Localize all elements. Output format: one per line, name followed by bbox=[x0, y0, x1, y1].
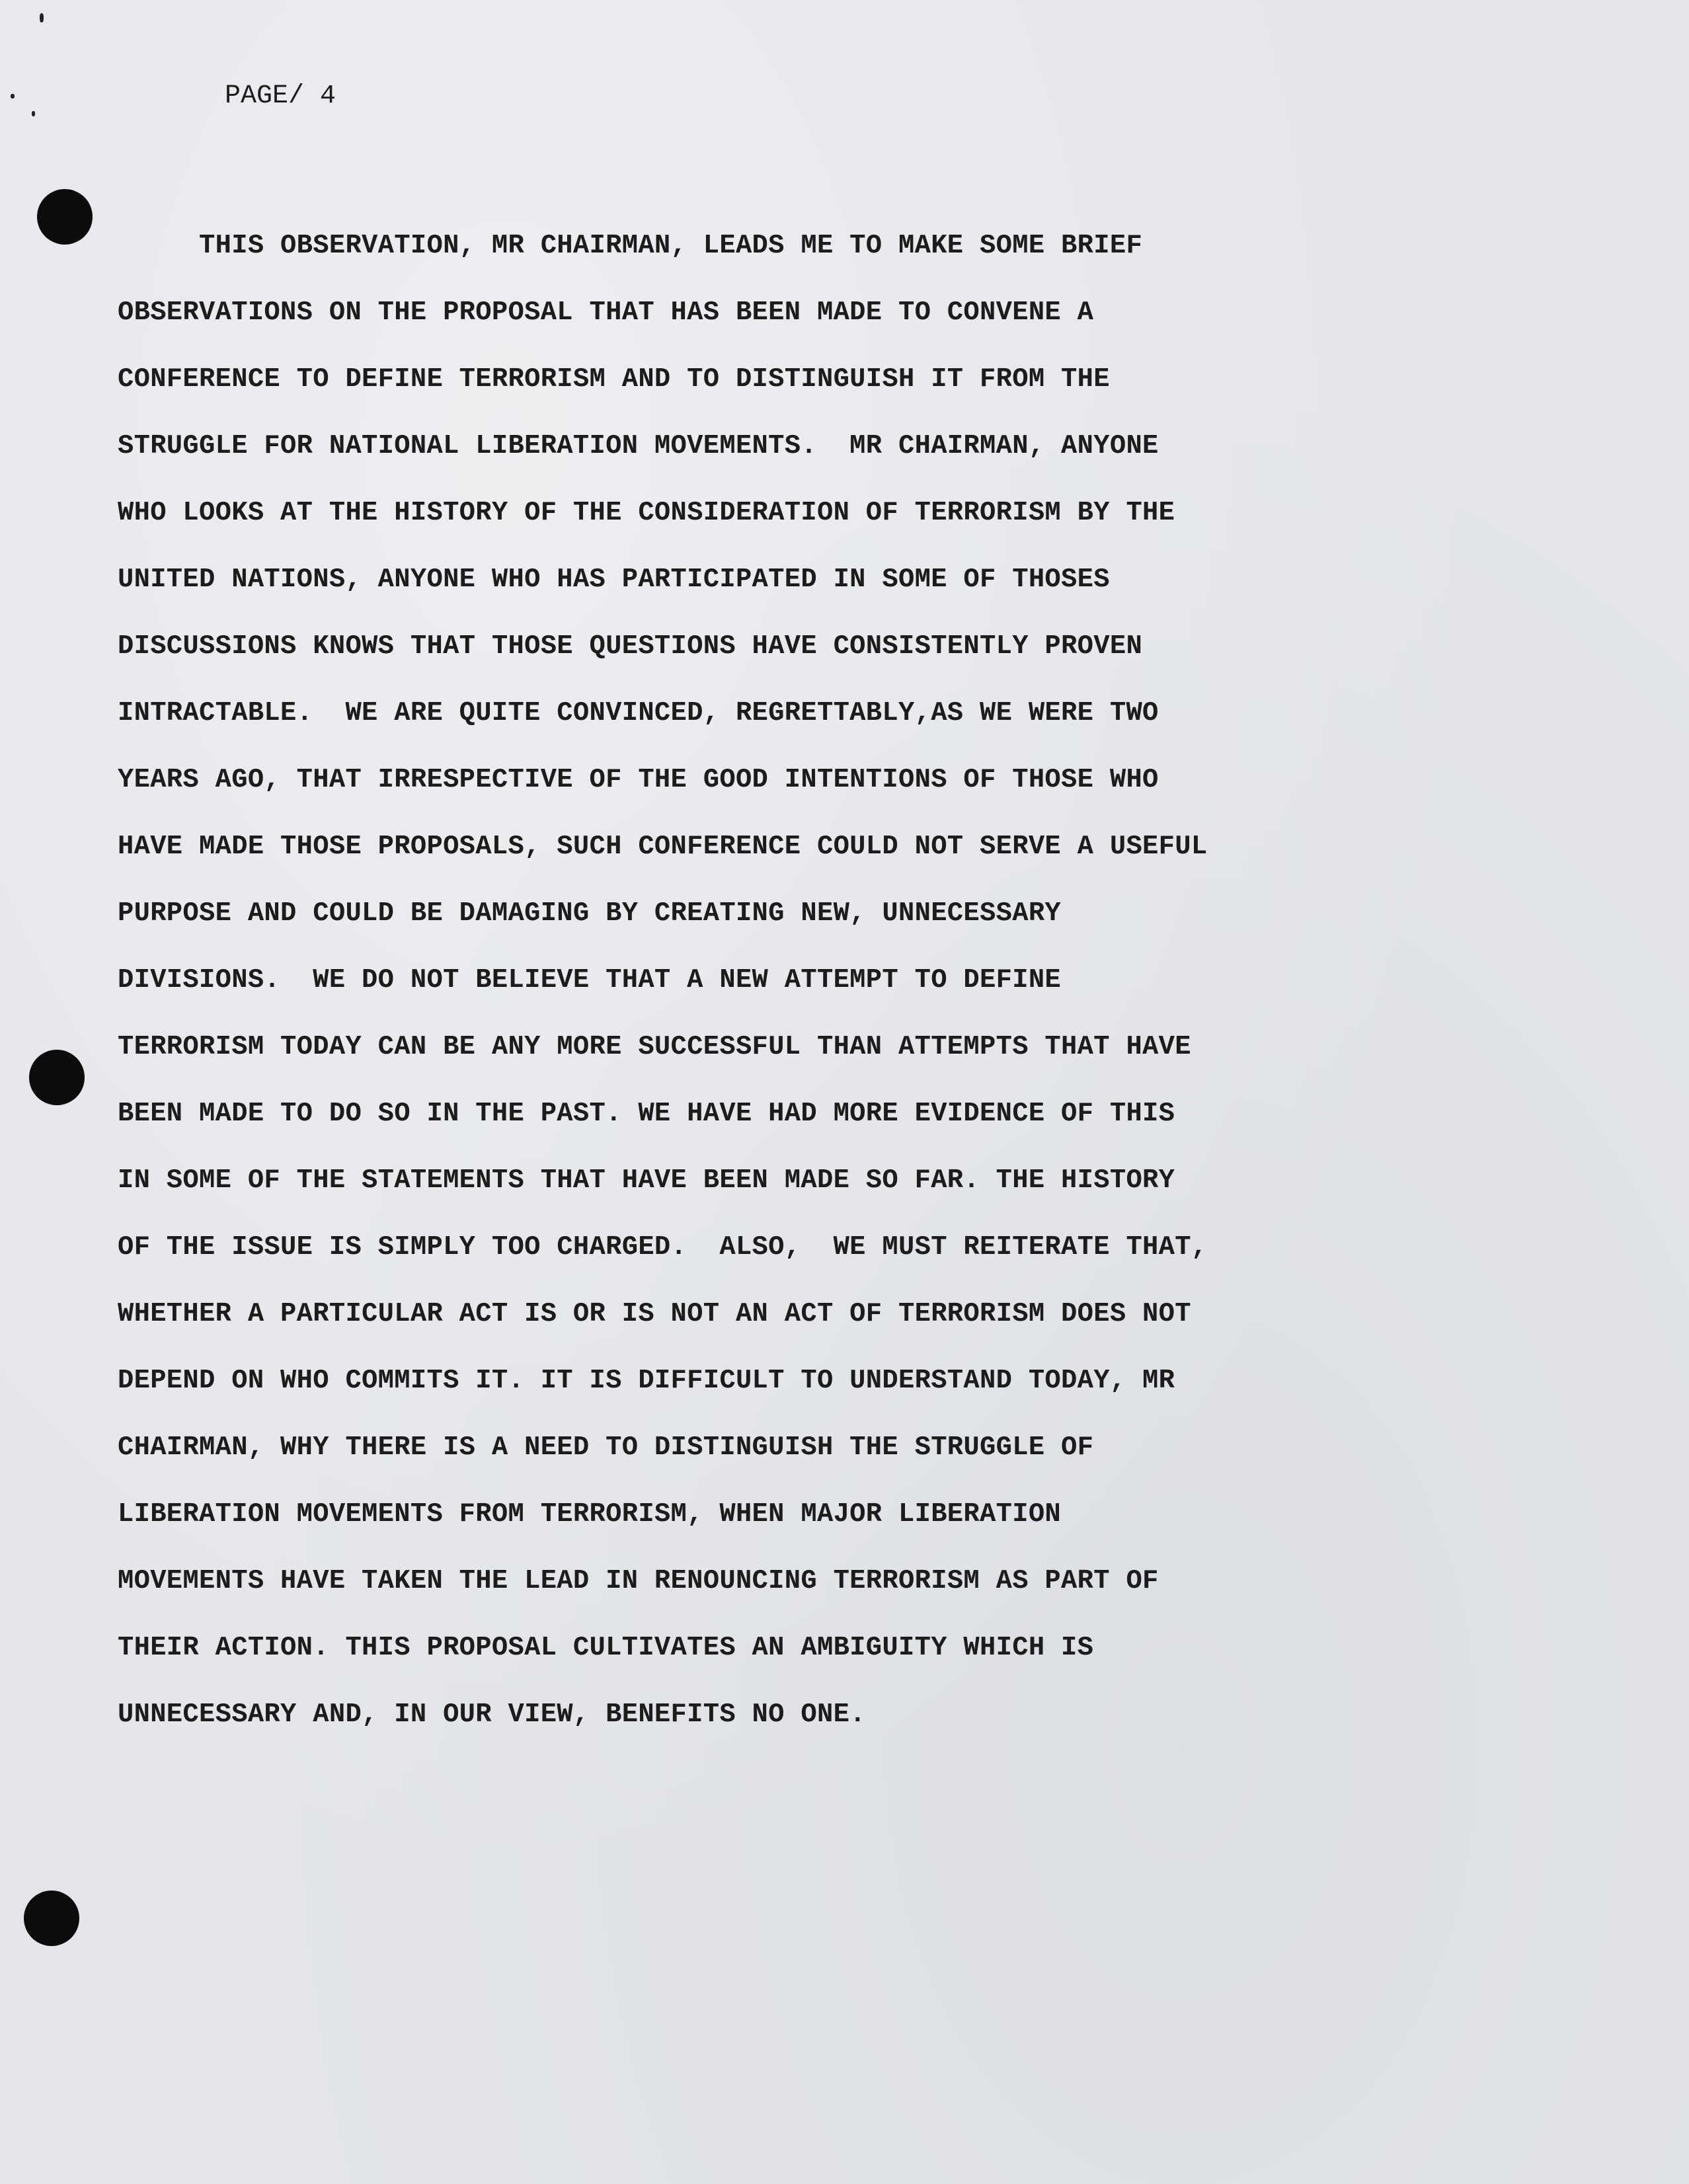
text-line: DISCUSSIONS KNOWS THAT THOSE QUESTIONS HAVE CONSISTENTLY PROVEN bbox=[118, 631, 1143, 662]
punch-hole bbox=[24, 1891, 79, 1946]
text-line: BEEN MADE TO DO SO IN THE PAST. WE HAVE HAD MORE EVIDENCE OF THIS bbox=[118, 1099, 1175, 1129]
text-line: PURPOSE AND COULD BE DAMAGING BY CREATING NEW, UNNECESSARY bbox=[118, 898, 1062, 929]
body-paragraph bbox=[118, 213, 1638, 1748]
text-line: MOVEMENTS HAVE TAKEN THE LEAD IN RENOUNCING TERRORISM AS PART OF bbox=[118, 1566, 1159, 1596]
text-line: UNNECESSARY AND, IN OUR VIEW, BENEFITS NO ONE. bbox=[118, 1699, 866, 1730]
scan-speck bbox=[40, 13, 44, 22]
scan-speck bbox=[32, 111, 35, 116]
page-number: PAGE/ 4 bbox=[225, 81, 336, 111]
text-line: DEPEND ON WHO COMMITS IT. IT IS DIFFICULT TO UNDERSTAND TODAY, MR bbox=[118, 1366, 1175, 1396]
text-line: CONFERENCE TO DEFINE TERRORISM AND TO DISTINGUISH IT FROM THE bbox=[118, 364, 1110, 395]
text-line: STRUGGLE FOR NATIONAL LIBERATION MOVEMENTS. MR CHAIRMAN, ANYONE bbox=[118, 431, 1159, 461]
text-line: UNITED NATIONS, ANYONE WHO HAS PARTICIPATED IN SOME OF THOSES bbox=[118, 565, 1110, 595]
text-line: THIS OBSERVATION, MR CHAIRMAN, LEADS ME TO MAKE SOME BRIEF bbox=[118, 231, 1143, 261]
text-line: THEIR ACTION. THIS PROPOSAL CULTIVATES AN AMBIGUITY WHICH IS bbox=[118, 1633, 1094, 1663]
text-line: LIBERATION MOVEMENTS FROM TERRORISM, WHEN MAJOR LIBERATION bbox=[118, 1499, 1062, 1530]
text-line: OF THE ISSUE IS SIMPLY TOO CHARGED. ALSO, WE MUST REITERATE THAT, bbox=[118, 1232, 1208, 1263]
text-line: OBSERVATIONS ON THE PROPOSAL THAT HAS BEEN MADE TO CONVENE A bbox=[118, 297, 1094, 328]
scan-speck bbox=[11, 94, 15, 98]
text-line: INTRACTABLE. WE ARE QUITE CONVINCED, REGRETTABLY,AS WE WERE TWO bbox=[118, 698, 1159, 728]
text-line: YEARS AGO, THAT IRRESPECTIVE OF THE GOOD INTENTIONS OF THOSE WHO bbox=[118, 765, 1159, 795]
text-line: IN SOME OF THE STATEMENTS THAT HAVE BEEN MADE SO FAR. THE HISTORY bbox=[118, 1165, 1175, 1196]
text-line: TERRORISM TODAY CAN BE ANY MORE SUCCESSFUL THAN ATTEMPTS THAT HAVE bbox=[118, 1032, 1191, 1062]
text-line: HAVE MADE THOSE PROPOSALS, SUCH CONFERENCE COULD NOT SERVE A USEFUL bbox=[118, 832, 1208, 862]
punch-hole bbox=[29, 1050, 85, 1105]
text-line: WHO LOOKS AT THE HISTORY OF THE CONSIDERATION OF TERRORISM BY THE bbox=[118, 498, 1175, 528]
text-line: WHETHER A PARTICULAR ACT IS OR IS NOT AN ACT OF TERRORISM DOES NOT bbox=[118, 1299, 1191, 1329]
punch-hole bbox=[37, 189, 93, 245]
text-line: DIVISIONS. WE DO NOT BELIEVE THAT A NEW ATTEMPT TO DEFINE bbox=[118, 965, 1062, 995]
text-line: CHAIRMAN, WHY THERE IS A NEED TO DISTINGUISH THE STRUGGLE OF bbox=[118, 1432, 1094, 1463]
